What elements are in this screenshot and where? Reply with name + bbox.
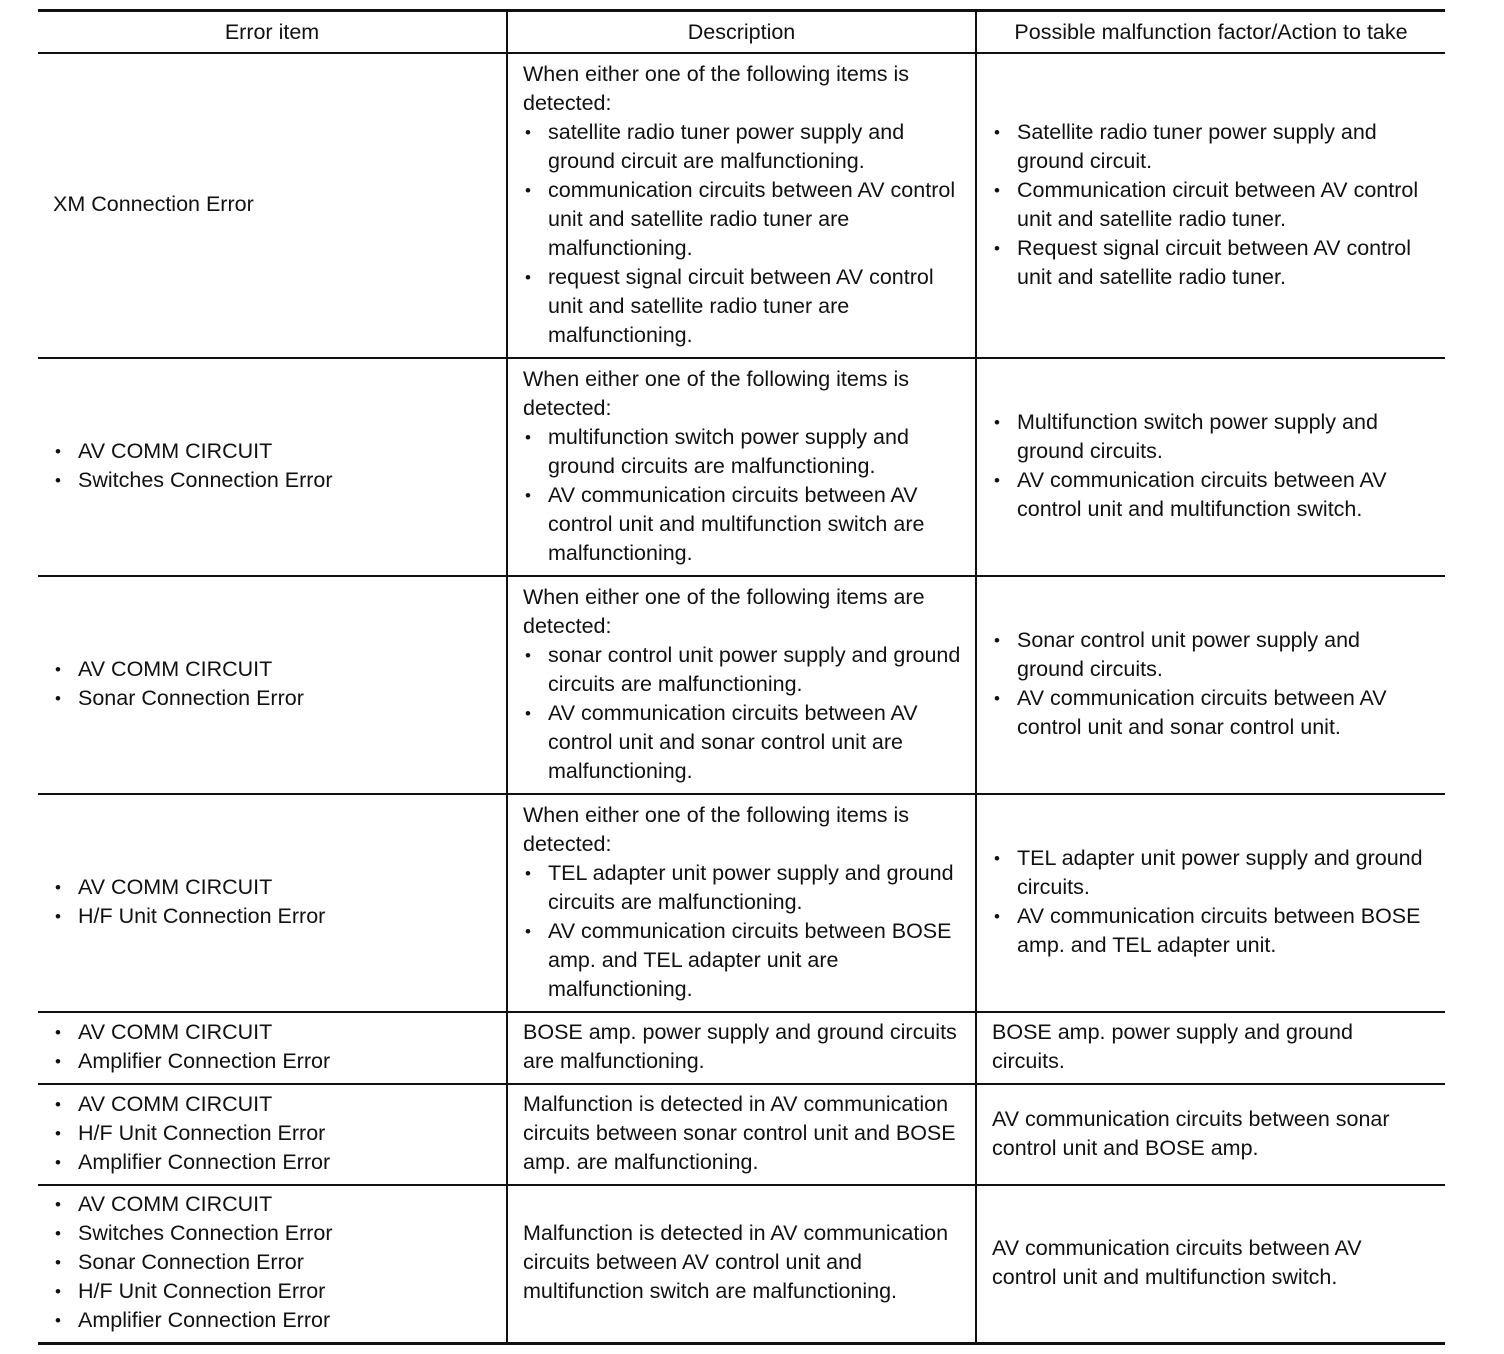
error-item: • Sonar Connection Error [53, 1248, 492, 1277]
action-cell [976, 576, 1445, 794]
description-item: • communication circuits between AV control unit and satellite radio tuner are malfunctioning. [523, 176, 961, 263]
action-cell [976, 794, 1445, 1012]
action-cell [976, 358, 1445, 576]
description-text: BOSE amp. power supply and ground circuits are malfunctioning. [523, 1020, 957, 1073]
description-list [523, 641, 961, 786]
table-row [38, 53, 1445, 358]
error-item: • Amplifier Connection Error [53, 1047, 492, 1076]
action-cell [976, 1084, 1445, 1185]
description-text: Malfunction is detected in AV communication circuits between sonar control unit and BOSE amp. are malfunctioning. [523, 1092, 956, 1174]
description-item: • TEL adapter unit power supply and ground circuits are malfunctioning. [523, 859, 961, 917]
error-item-cell [38, 53, 507, 358]
action-list [992, 844, 1431, 960]
error-item: • Amplifier Connection Error [53, 1306, 492, 1335]
description-cell [507, 1012, 976, 1084]
description-list [523, 859, 961, 1004]
description-intro: When either one of the following items is detected: [523, 802, 910, 856]
error-item-cell [38, 1084, 507, 1185]
action-cell [976, 53, 1445, 358]
action-list [992, 408, 1431, 524]
description-item: • satellite radio tuner power supply and ground circuit are malfunctioning. [523, 118, 961, 176]
error-item: • H/F Unit Connection Error [53, 902, 492, 931]
description-text: Malfunction is detected in AV communication circuits between AV control unit and multifunction switch are malfunctioning. [523, 1221, 949, 1304]
action-text: BOSE amp. power supply and ground circuits. [992, 1020, 1353, 1073]
description-item: • multifunction switch power supply and ground circuits are malfunctioning. [523, 423, 961, 481]
table-body [38, 53, 1445, 1343]
error-item: • Switches Connection Error [53, 466, 492, 495]
description-cell [507, 1084, 976, 1185]
action-text: AV communication circuits between AV control unit and multifunction switch. [992, 1235, 1362, 1289]
error-item-cell [38, 1185, 507, 1343]
error-item: • AV COMM CIRCUIT [53, 655, 492, 684]
table-row [38, 576, 1445, 794]
description-item: • sonar control unit power supply and ground circuits are malfunctioning. [523, 641, 961, 699]
diagnosis-table [38, 9, 1445, 1345]
error-item-list [53, 873, 492, 931]
description-cell [507, 53, 976, 358]
error-item: • AV COMM CIRCUIT [53, 1090, 492, 1119]
description-item: • AV communication circuits between AV control unit and sonar control unit are malfunctioning. [523, 699, 961, 786]
table-row [38, 1012, 1445, 1084]
action-item: • AV communication circuits between AV control unit and multifunction switch. [992, 466, 1431, 524]
description-item: • request signal circuit between AV control unit and satellite radio tuner are malfunctioning. [523, 263, 961, 350]
action-cell [976, 1012, 1445, 1084]
action-list [992, 118, 1431, 292]
action-item: • Satellite radio tuner power supply and ground circuit. [992, 118, 1431, 176]
description-item: • AV communication circuits between AV control unit and multifunction switch are malfunctioning. [523, 481, 961, 568]
table-row [38, 1185, 1445, 1343]
error-item-cell [38, 1012, 507, 1084]
error-item: • Amplifier Connection Error [53, 1148, 492, 1177]
error-item-list [53, 1090, 492, 1177]
error-item: • Switches Connection Error [53, 1219, 492, 1248]
error-item: • AV COMM CIRCUIT [53, 1018, 492, 1047]
table-row [38, 794, 1445, 1012]
description-cell [507, 358, 976, 576]
description-cell [507, 1185, 976, 1343]
table-header [38, 11, 1445, 54]
description-cell [507, 794, 976, 1012]
action-list [992, 626, 1431, 742]
action-item: • AV communication circuits between BOSE amp. and TEL adapter unit. [992, 902, 1431, 960]
description-intro: When either one of the following items are detected: [523, 584, 925, 638]
error-item: • H/F Unit Connection Error [53, 1277, 492, 1306]
action-item: • TEL adapter unit power supply and ground circuits. [992, 844, 1431, 902]
error-item-text: XM Connection Error [53, 192, 254, 216]
error-item-list [53, 437, 492, 495]
description-list [523, 118, 961, 350]
description-item: • AV communication circuits between BOSE amp. and TEL adapter unit are malfunctioning. [523, 917, 961, 1004]
header-row [38, 11, 1445, 54]
table-row [38, 1084, 1445, 1185]
error-item: • AV COMM CIRCUIT [53, 437, 492, 466]
action-item: • Communication circuit between AV control unit and satellite radio tuner. [992, 176, 1431, 234]
error-item-cell [38, 794, 507, 1012]
error-item-cell [38, 576, 507, 794]
header-description: Description [507, 11, 976, 54]
error-item-list [53, 1018, 492, 1076]
action-item: • Sonar control unit power supply and ground circuits. [992, 626, 1431, 684]
error-item-list [53, 655, 492, 713]
error-item: • H/F Unit Connection Error [53, 1119, 492, 1148]
action-text: AV communication circuits between sonar control unit and BOSE amp. [992, 1106, 1390, 1160]
error-item-cell [38, 358, 507, 576]
error-item: • AV COMM CIRCUIT [53, 873, 492, 902]
table-row [38, 358, 1445, 576]
action-item: • AV communication circuits between AV control unit and sonar control unit. [992, 684, 1431, 742]
description-cell [507, 576, 976, 794]
action-cell [976, 1185, 1445, 1343]
description-intro: When either one of the following items is detected: [523, 61, 910, 115]
header-error-item: Error item [38, 11, 507, 54]
action-item: • Request signal circuit between AV control unit and satellite radio tuner. [992, 234, 1431, 292]
header-action: Possible malfunction factor/Action to take [976, 11, 1445, 54]
action-item: • Multifunction switch power supply and ground circuits. [992, 408, 1431, 466]
error-item: • Sonar Connection Error [53, 684, 492, 713]
error-item: • AV COMM CIRCUIT [53, 1190, 492, 1219]
description-intro: When either one of the following items is detected: [523, 366, 910, 420]
error-item-list [53, 1190, 492, 1335]
description-list [523, 423, 961, 568]
